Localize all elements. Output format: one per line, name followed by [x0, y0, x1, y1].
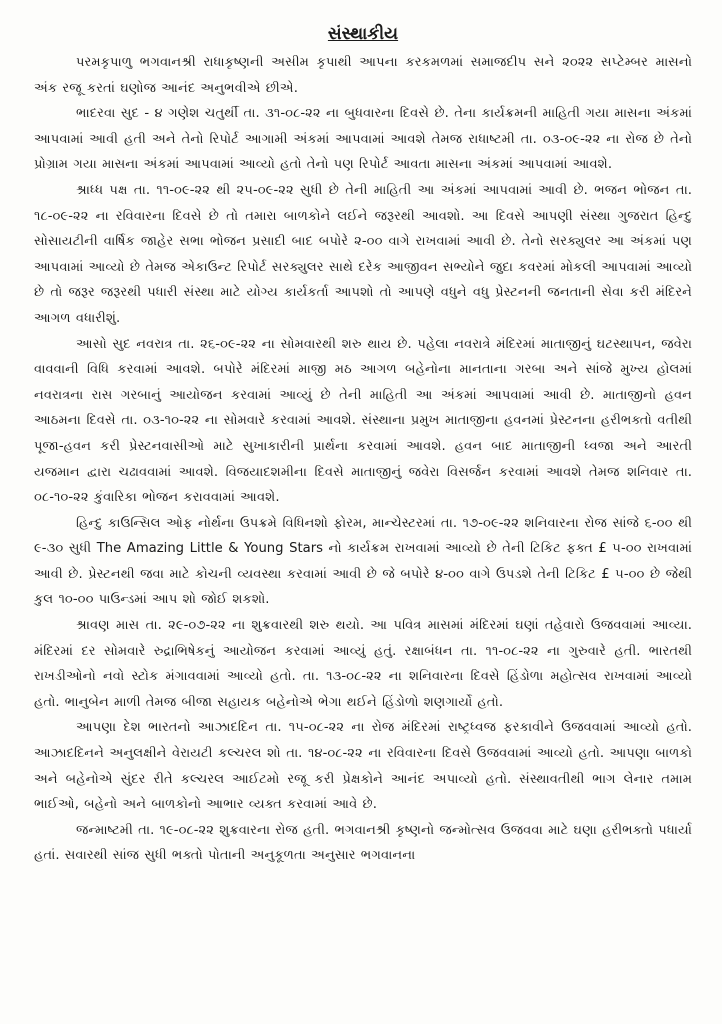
paragraph-navratri: આસો સુદ નવરાત્ર તા. ૨૬-૦૯-૨૨ ના સોમવારથી શરુ થાય છે. પહેલા નવરાત્રે મંદિરમાં માતાજીનું ઘટસ્થાપન, જવેરા વાવવાની વિધિ કરવામાં આવશે. બપોરે મંદિરમાં માજી મઠ આગળ બહેનોના માનતાના ગરબા અને સાંજે મુખ્ય હોલમાં નવરાત્રના રાસ ગરબાનું આયોજન કરવામાં આવ્યું છે તેની માહિતી આ અંકમાં આપવામાં આવી છે. માતાજીનો હવન આઠમના દિવસે તા. ૦૩-૧૦-૨૨ ના સોમવારે કરવામાં આવશે. સંસ્થાના પ્રમુખ માતાજીના હવનમાં પ્રેસ્ટનના હરીભક્તો વતીથી પૂજા-હવન કરી પ્રેસ્ટનવાસીઓ માટે સુખાકારીની પ્રાર્થના કરવામાં આવશે. હવન બાદ માતાજીની ધ્વજા અને આરતી યજમાન દ્વારા ચઢાવવામાં આવશે. વિજયાદશમીના દિવસે માતાજીનું જવેરા વિસર્જન કરવામાં આવશે તેમજ શનિવાર તા. ૦૮-૧૦-૨૨ કુંવારિકા ભોજન કરાવવામાં આવશે. [34, 336, 692, 506]
paragraph-hindu-council-event: હિન્દુ કાઉન્સિલ ઓફ નોર્થના ઉપક્રમે વિધિનશો ફોરમ, માન્ચેસ્ટરમાં તા. ૧૭-૦૯-૨૨ શનિવારના રોજ સાંજે ૬-૦૦ થી ૯-૩૦ સુધી The Amazing Little & Young Stars નો કાર્યક્રમ રાખવામાં આવ્યો છે તેની ટિકિટ ફક્ત £ ૫-૦૦ રાખવામાં આવી છે. પ્રેસ્ટનથી જવા માટે કોચની વ્યવસ્થા કરવામાં આવી છે જે બપોરે ૪-૦૦ વાગે ઉપડશે તેની ટિકિટ £ ૫-૦૦ છે જેથી કુલ ૧૦-૦૦ પાઉન્ડમાં આપ શો જોઈ શકશો. [34, 515, 692, 608]
paragraph-independence-day: આપણા દેશ ભારતનો આઝાદદિન તા. ૧૫-૦૮-૨૨ ના રોજ મંદિરમાં રાષ્ટ્રધ્વજ ફરકાવીને ઉજવવામાં આવ્યો હતો. આઝાદદિનને અનુલક્ષીને વેરાયટી કલ્ચરલ શો તા. ૧૪-૦૮-૨૨ ના રવિવારના દિવસે ઉજવવામાં આવ્યો હતો. આપણા બાળકો અને બહેનોએ સુંદર રીતે કલ્ચરલ આઈટમો રજૂ કરી પ્રેક્ષકોને આનંદ અપાવ્યો હતો. સંસ્થાવતીથી ભાગ લેનાર તમામ ભાઈઓ, બહેનો અને બાળકોનો આભાર વ્યક્ત કરવામાં આવે છે. [34, 720, 692, 813]
paragraph-shravan-maas: શ્રાવણ માસ તા. ૨૯-૦૭-૨૨ ના શુક્રવારથી શરુ થયો. આ પવિત્ર માસમાં મંદિરમાં ઘણાં તહેવારો ઉજવવામાં આવ્યા. મંદિરમાં દર સોમવારે રુદ્રાભિષેકનું આયોજન કરવામાં આવ્યું હતું. રક્ષાબંધન તા. ૧૧-૦૮-૨૨ ના ગુરુવારે હતી. ભારતથી રાખડીઓનો નવો સ્ટોક મંગાવવામાં આવ્યો હતો. તા. ૧૩-૦૮-૨૨ ના શનિવારના દિવસે હિંડોળા મહોત્સવ રાખવામાં આવ્યો હતો. ભાનુબેન માળી તેમજ બીજા સહાયક બહેનોએ ભેગા થઈને હિંડોળો શણગાર્યો હતો. [34, 618, 692, 710]
paragraph-ganesh-chaturthi: ભાદરવા સુદ - ૪ ગણેશ ચતુર્થી તા. ૩૧-૦૮-૨૨ ના બુધવારના દિવસે છે. તેના કાર્યક્રમની માહિતી ગયા માસના અંકમાં આપવામાં આવી હતી અને તેનો રિપોર્ટ આગામી અંકમાં આપવામાં આવશે તેમજ રાધાષ્ટમી તા. ૦૩-૦૯-૨૨ ના રોજ છે તેનો પ્રોગ્રામ ગયા માસના અંકમાં આપવામાં આવ્યો હતો તેનો પણ રિપોર્ટ આવતા માસના અંકમાં આપવામાં આવશે. [34, 106, 692, 173]
paragraph-shraddh-paksh: શ્રાધ્ધ પક્ષ તા. ૧૧-૦૯-૨૨ થી ૨૫-૦૯-૨૨ સુધી છે તેની માહિતી આ અંકમાં આપવામાં આવી છે. ભજન ભોજન તા. ૧૮-૦૯-૨૨ ના રવિવારના દિવસે છે તો તમારા બાળકોને લઈને જરૂરથી આવશો. આ દિવસે આપણી સંસ્થા ગુજરાત હિન્દુ સોસાયટીની વાર્ષિક જાહેર સભા ભોજન પ્રસાદી બાદ બપોરે ૨-૦૦ વાગે રાખવામાં આવી છે. તેનો સરક્યુલર આ અંકમાં પણ આપવામાં આવ્યો છે તેમજ એકાઉન્ટ રિપોર્ટ સરક્યુલર સાથે દરેક આજીવન સભ્યોને જુદા કવરમાં મોકલી આપવામાં આવ્યો છે તો જરૂર જરૂરથી પધારી સંસ્થા માટે યોગ્ય કાર્યકર્તા આપશો તો આપણે વધુને વધુ પ્રેસ્ટનની જનતાની સેવા કરી મંદિરને આગળ વધારીશું. [34, 182, 692, 326]
page-title: સંસ્થાકીય [327, 24, 399, 44]
paragraph-janmashtami: જન્માષ્ટમી તા. ૧૯-૦૮-૨૨ શુક્રવારના રોજ હતી. ભગવાનશ્રી કૃષ્ણનો જન્મોત્સવ ઉજવવા માટે ઘણા હરીભક્તો પધાર્યા હતાં. સવારથી સાંજ સુધી ભક્તો પોતાની અનુકૂળતા અનુસાર ભગવાનના [34, 822, 692, 864]
paragraph-greeting: પરમકૃપાળુ ભગવાનશ્રી રાધાકૃષ્ણની અસીમ કૃપાથી આપના કરકમળમાં સમાજદીપ સને ૨૦૨૨ સપ્ટેમ્બર માસનો અંક રજૂ કરતાં ઘણોજ આનંદ અનુભવીએ છીએ. [34, 55, 692, 96]
